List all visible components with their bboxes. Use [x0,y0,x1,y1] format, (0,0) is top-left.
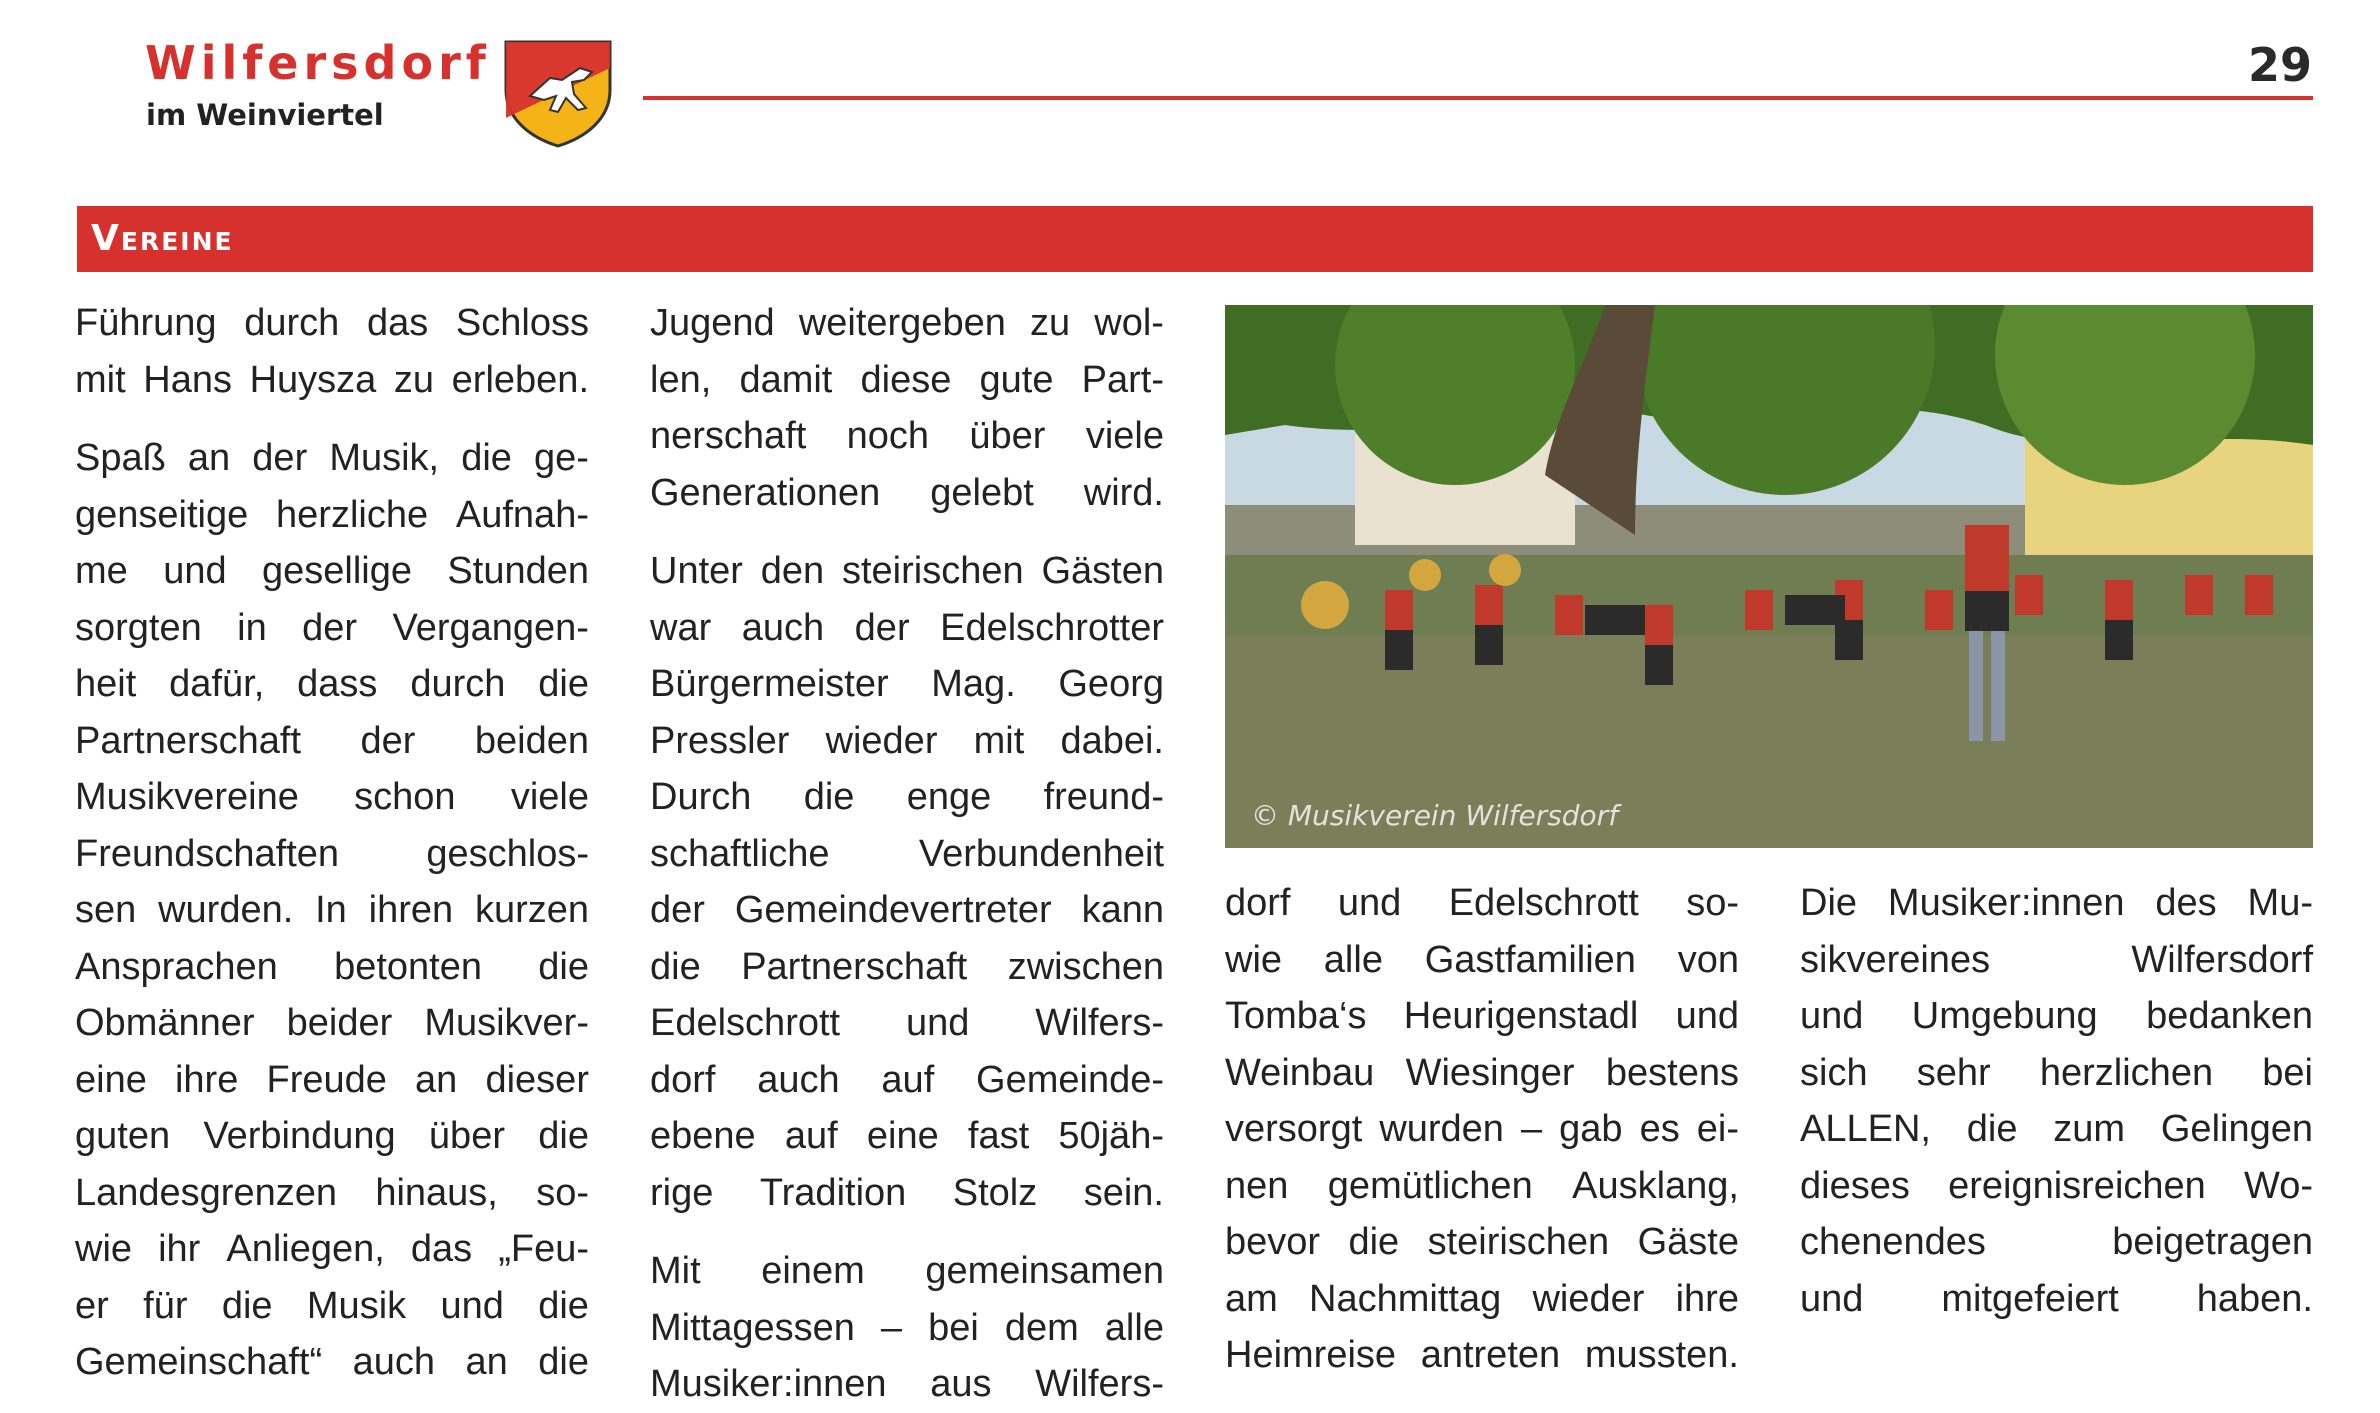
text-line: Freundschaften geschlos- [75,832,589,875]
text-column-4 [1800,875,2313,1327]
text-line: Landesgrenzen hinaus, so- [75,1171,589,1214]
coat-of-arms-icon [500,38,616,148]
header-rule [643,96,2313,100]
text-line: Pressler wieder mit dabei. [650,719,1164,762]
band-photo [1225,305,2313,848]
text-line: mit Hans Huysza zu erleben. [75,358,589,401]
page-number: 29 [2247,38,2312,92]
text-line: Ansprachen betonten die [75,945,589,988]
text-column-3 [1225,875,1739,1384]
text-line: Jugend weitergeben zu wol- [650,302,1164,344]
text-line: und mitgefeiert haben. [1800,1277,2313,1320]
text-line: sen wurden. In ihren kurzen [75,889,589,931]
text-line: Gemeinschaft“ auch an die [75,1341,589,1383]
text-line: Edelschrott und Wilfers- [650,1002,1164,1044]
text-line: Weinbau Wiesinger bestens [1225,1051,1739,1094]
text-line: wie ihr Anliegen, das „Feu- [75,1228,589,1270]
text-line: der Gemeindevertreter kann [650,889,1164,931]
text-line: er für die Musik und die [75,1284,589,1327]
text-column-2 [650,295,1164,1413]
text-line: nerschaft noch über viele [650,415,1164,457]
text-line: eine ihre Freude an dieser [75,1058,589,1101]
brand-subtitle: im Weinviertel [146,98,384,132]
text-line: rige Tradition Stolz sein. [650,1171,1164,1214]
text-line: sorgten in der Vergangen- [75,606,589,649]
text-line: Partnerschaft der beiden [75,719,589,762]
text-line: wie alle Gastfamilien von [1225,938,1739,981]
text-line: war auch der Edelschrotter [650,606,1164,649]
section-title: Vereine [91,218,234,259]
text-line: Die Musiker:innen des Mu- [1800,882,2313,924]
text-line: dorf und Edelschrott so- [1225,882,1739,924]
paragraph [650,295,1164,521]
text-line: Obmänner beider Musikver- [75,1002,589,1044]
text-line: und Umgebung bedanken [1800,995,2313,1037]
paragraph [650,543,1164,1221]
text-line: heit dafür, dass durch die [75,663,589,705]
text-line: ALLEN, die zum Gelingen [1800,1108,2313,1150]
text-line: die Partnerschaft zwischen [650,945,1164,988]
text-line: guten Verbindung über die [75,1115,589,1157]
text-line: len, damit diese gute Part- [650,358,1164,401]
text-line: Mittagessen – bei dem alle [650,1306,1164,1349]
text-line: chenendes beigetragen [1800,1221,2313,1263]
paragraph [1800,875,2313,1327]
text-line: Musiker:innen aus Wilfers- [650,1363,1164,1405]
text-line: genseitige herzliche Aufnah- [75,493,589,536]
paragraph [1225,875,1739,1384]
text-line: Musikvereine schon viele [75,776,589,818]
text-line: sikvereines Wilfersdorf [1800,938,2313,981]
text-line: dorf auch auf Gemeinde- [650,1058,1164,1101]
text-line: me und gesellige Stunden [75,550,589,592]
text-line: Unter den steirischen Gästen [650,550,1164,592]
paragraph [75,295,589,408]
text-line: Bürgermeister Mag. Georg [650,663,1164,705]
text-line: ebene auf eine fast 50jäh- [650,1115,1164,1157]
text-line: schaftliche Verbundenheit [650,832,1164,875]
text-line: versorgt wurden – gab es ei- [1225,1108,1739,1150]
text-line: Heimreise antreten mussten. [1225,1334,1739,1376]
photo-credit: © Musikverein Wilfersdorf [1251,799,1619,832]
paragraph [650,1243,1164,1413]
text-column-1 [75,295,589,1391]
text-line: nen gemütlichen Ausklang, [1225,1164,1739,1207]
text-line: am Nachmittag wieder ihre [1225,1277,1739,1320]
text-line: Tomba‘s Heurigenstadl und [1225,995,1739,1037]
paragraph [75,430,589,1391]
text-line: Durch die enge freund- [650,776,1164,818]
text-line: Führung durch das Schloss [75,302,589,344]
text-line: dieses ereignisreichen Wo- [1800,1164,2313,1207]
brand-title: Wilfersdorf [145,36,491,90]
text-line: sich sehr herzlichen bei [1800,1051,2313,1094]
text-line: Spaß an der Musik, die ge- [75,437,589,479]
text-line: bevor die steirischen Gäste [1225,1221,1739,1263]
text-line: Generationen gelebt wird. [650,471,1164,514]
text-line: Mit einem gemeinsamen [650,1250,1164,1292]
section-bar [77,206,2313,272]
